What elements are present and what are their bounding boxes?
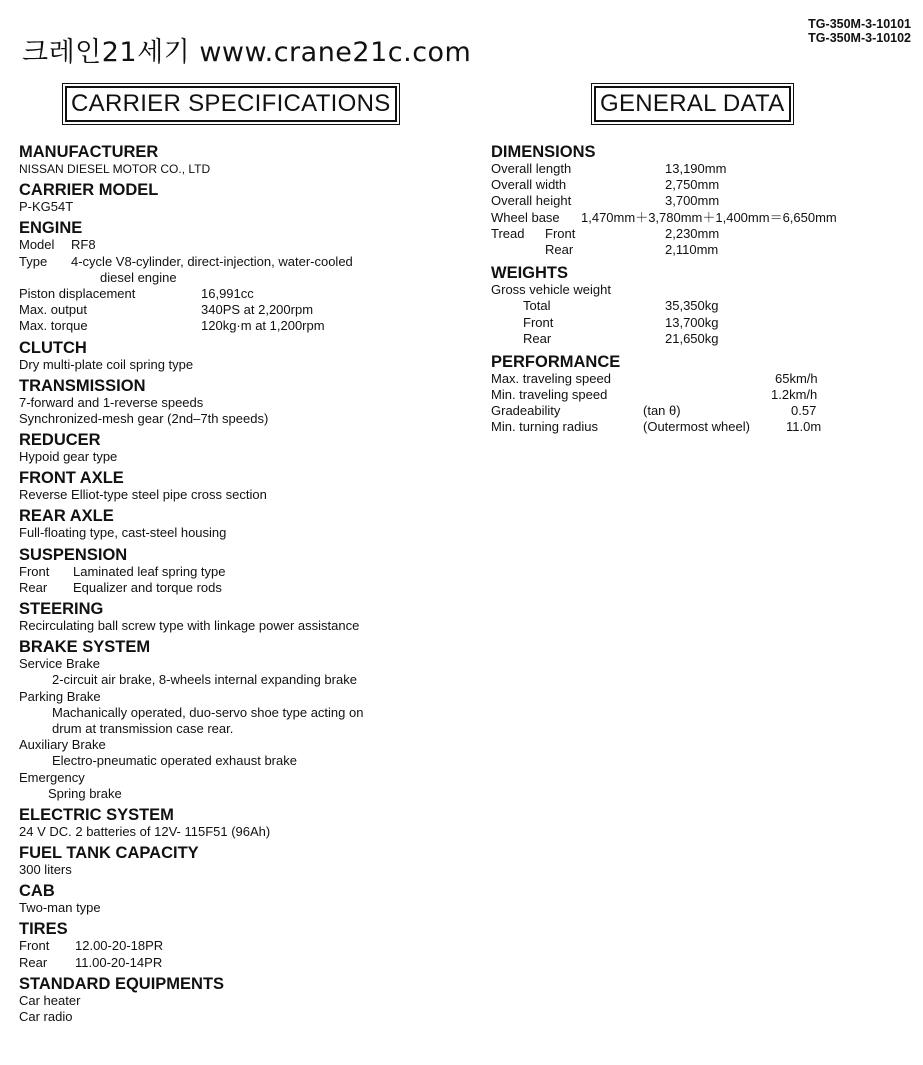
overall-length-label: Overall length xyxy=(491,161,572,176)
gradeability-value: 0.57 xyxy=(791,403,817,419)
piston-displacement-value: 16,991cc xyxy=(201,285,254,301)
transmission-heading: TRANSMISSION xyxy=(19,376,146,395)
transmission-value-2: Synchronized-mesh gear (2nd–7th speeds) xyxy=(19,410,269,426)
overall-length-value: 13,190mm xyxy=(665,161,727,176)
engine-type-value: 4-cycle V8-cylinder, direct-injection, water-cooled xyxy=(71,253,353,269)
gradeability-note: (tan θ) xyxy=(643,403,681,419)
emergency-brake-label: Emergency xyxy=(19,769,85,785)
engine-heading: ENGINE xyxy=(19,219,83,238)
wheel-base-value: 1,470mm＋3,780mm＋1,400mm＝6,650mm xyxy=(581,209,837,225)
fuel-tank-heading: FUEL TANK CAPACITY xyxy=(19,844,199,863)
front-axle-heading: FRONT AXLE xyxy=(19,469,124,488)
max-speed-label: Max. traveling speed xyxy=(491,370,611,386)
engine-model-value: RF8 xyxy=(71,237,96,253)
wheel-base-label: Wheel base xyxy=(491,209,560,225)
emergency-brake-value: Spring brake xyxy=(48,785,122,801)
max-output-value: 340PS at 2,200rpm xyxy=(201,302,314,318)
standard-equipments-heading: STANDARD EQUIPMENTS xyxy=(19,974,225,993)
piston-displacement-label: Piston displacement xyxy=(19,285,136,301)
overall-width-value: 2,750mm xyxy=(665,177,720,193)
turning-radius-value: 11.0m xyxy=(786,419,822,435)
carrier-model-heading: CARRIER MODEL xyxy=(19,181,159,200)
service-brake-label: Service Brake xyxy=(19,656,100,672)
performance-heading: PERFORMANCE xyxy=(491,352,621,371)
weight-front-label: Front xyxy=(523,314,554,330)
engine-model-label: Model xyxy=(19,237,55,253)
tread-front-value: 2,230mm xyxy=(665,225,720,241)
max-torque-label: Max. torque xyxy=(19,318,88,334)
rear-axle-heading: REAR AXLE xyxy=(19,507,114,526)
tires-rear-value: 11.00-20-14PR xyxy=(75,954,163,970)
overall-height-value: 3,700mm xyxy=(665,193,720,209)
suspension-heading: SUSPENSION xyxy=(19,545,128,564)
engine-type-value-cont: diesel engine xyxy=(100,269,177,285)
tires-rear-label: Rear xyxy=(19,954,48,970)
suspension-front-label: Front xyxy=(19,563,50,579)
equipment-car-radio: Car radio xyxy=(19,1009,73,1024)
manufacturer-heading: MANUFACTURER xyxy=(19,143,159,161)
turning-radius-note: (Outermost wheel) xyxy=(643,419,750,435)
max-speed-value: 65km/h xyxy=(775,370,818,386)
overall-width-label: Overall width xyxy=(491,177,567,193)
brake-system-heading: BRAKE SYSTEM xyxy=(19,638,151,657)
weight-total-label: Total xyxy=(523,298,551,314)
min-speed-value: 1.2km/h xyxy=(771,387,818,403)
parking-brake-label: Parking Brake xyxy=(19,688,101,704)
general-data-title: GENERAL DATA xyxy=(594,86,791,122)
document-ids xyxy=(808,17,911,45)
carrier-specifications xyxy=(19,139,439,1025)
tires-heading: TIRES xyxy=(19,920,68,939)
gradeability-label: Gradeability xyxy=(491,403,561,419)
transmission-value-1: 7-forward and 1-reverse speeds xyxy=(19,394,204,410)
reducer-heading: REDUCER xyxy=(19,431,101,450)
weights-heading: WEIGHTS xyxy=(491,264,568,283)
weight-total-value: 35,350kg xyxy=(665,298,719,314)
overall-height-label: Overall height xyxy=(491,193,572,209)
front-axle-value: Reverse Elliot-type steel pipe cross section xyxy=(19,487,267,503)
doc-id-1: TG-350M-3-10101 xyxy=(808,17,911,31)
parking-brake-value-2: drum at transmission case rear. xyxy=(52,720,234,736)
steering-heading: STEERING xyxy=(19,600,104,618)
suspension-front-value: Laminated leaf spring type xyxy=(73,563,226,579)
tires-front-value: 12.00-20-18PR xyxy=(75,938,164,954)
suspension-rear-value: Equalizer and torque rods xyxy=(73,579,222,595)
carrier-model-value: P-KG54T xyxy=(19,199,74,215)
suspension-rear-label: Rear xyxy=(19,579,48,595)
weight-rear-label: Rear xyxy=(523,330,552,346)
electric-system-value: 24 V DC. 2 batteries of 12V- 115F51 (96Ah) xyxy=(19,823,271,839)
tread-rear-value: 2,110mm xyxy=(665,241,719,257)
manufacturer-value: NISSAN DIESEL MOTOR CO., LTD xyxy=(19,162,211,176)
carrier-specifications-title: CARRIER SPECIFICATIONS xyxy=(65,86,397,122)
engine-type-label: Type xyxy=(19,253,48,269)
dimensions-heading: DIMENSIONS xyxy=(491,143,596,161)
tread-label: Tread xyxy=(491,225,525,241)
auxiliary-brake-label: Auxiliary Brake xyxy=(19,737,106,753)
fuel-tank-value: 300 liters xyxy=(19,862,72,878)
clutch-heading: CLUTCH xyxy=(19,338,87,357)
site-header: 크레인21세기 www.crane21c.com xyxy=(22,37,472,68)
equipment-car-heater: Car heater xyxy=(19,992,81,1008)
rear-axle-value: Full-floating type, cast-steel housing xyxy=(19,525,227,541)
max-torque-value: 120kg·m at 1,200rpm xyxy=(201,318,325,334)
cab-value: Two-man type xyxy=(19,900,101,916)
steering-value: Recirculating ball screw type with linkage power assistance xyxy=(19,618,360,633)
doc-id-2: TG-350M-3-10102 xyxy=(808,31,911,45)
electric-system-heading: ELECTRIC SYSTEM xyxy=(19,805,174,824)
tread-front-label: Front xyxy=(545,225,576,241)
gross-weight-label: Gross vehicle weight xyxy=(491,282,611,298)
weight-front-value: 13,700kg xyxy=(665,314,719,330)
service-brake-value: 2-circuit air brake, 8-wheels internal expanding brake xyxy=(52,672,357,688)
weight-rear-value: 21,650kg xyxy=(665,330,719,346)
auxiliary-brake-value: Electro-pneumatic operated exhaust brake xyxy=(52,753,297,769)
reducer-value: Hypoid gear type xyxy=(19,449,118,465)
cab-heading: CAB xyxy=(19,882,55,901)
min-speed-label: Min. traveling speed xyxy=(491,387,608,403)
parking-brake-value-1: Machanically operated, duo-servo shoe type acting on xyxy=(52,704,364,720)
turning-radius-label: Min. turning radius xyxy=(491,419,598,435)
tread-rear-label: Rear xyxy=(545,241,574,257)
clutch-value: Dry multi-plate coil spring type xyxy=(19,356,194,372)
general-data xyxy=(491,139,911,436)
tires-front-label: Front xyxy=(19,938,50,954)
max-output-label: Max. output xyxy=(19,302,87,318)
